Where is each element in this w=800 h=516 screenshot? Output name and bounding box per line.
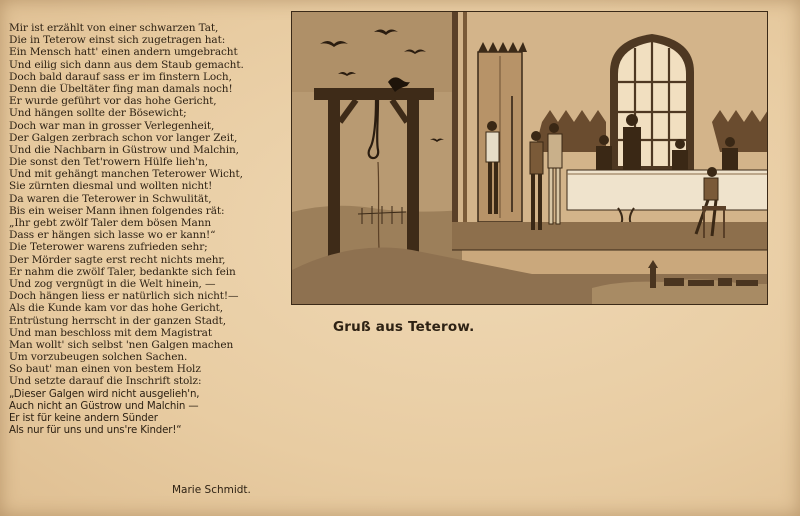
poem-line: „Ihr gebt zwölf Taler dem bösen Mann [9,217,212,229]
poem-line: Doch hängen liess er natürlich sich nicht!— [9,290,239,303]
poem-line: Der Mörder sagte erst recht nichts mehr, [9,253,226,266]
poem-line: Mir ist erzählt von einer schwarzen Tat, [9,22,219,34]
poem-line: Er nahm die zwölf Taler, bedankte sich fein [9,265,236,278]
poem-text [9,22,295,436]
poem-line: Und hängen sollte der Bösewicht; [9,107,187,120]
poem-line: „Dieser Galgen wird nicht ausgelieh'n, [9,387,200,400]
poem-line: Er wurde geführt vor das hohe Gericht, [9,95,217,108]
courtroom [452,12,768,250]
poem-line: Und man beschloss mit dem Magistrat [9,326,212,339]
poem-line: Und setzte darauf die Inschrift stolz: [9,375,202,388]
poem-line: Doch bald darauf sass er im finstern Loch, [9,70,232,83]
poem-line: So baut' man einen von bestem Holz [9,363,201,376]
caption-title: Gruß aus Teterow. [333,319,475,335]
illustration [291,11,768,305]
table [567,170,768,210]
poem-line: Dass er hängen sich lasse wo er kann!“ [9,229,216,242]
poem-line: Bis ein weiser Mann ihnen folgendes rät: [9,204,225,217]
poem-line: Da waren die Teterower in Schwulität, [9,192,212,205]
poem-line: Doch war man in grosser Verlegenheit, [9,119,215,132]
poem-line: Der Galgen zerbrach schon vor langer Zeit, [9,131,238,144]
poem-line: Denn die Übeltäter fing man damals noch! [9,82,233,95]
poem-line: Auch nicht an Güstrow und Malchin — [9,399,199,412]
poem-line: Als nur für uns und uns're Kinder!“ [9,424,182,437]
poem-line: Sie zürnten diesmal und wollten nicht! [9,180,213,193]
poem-line: Die in Teterow einst sich zugetragen hat: [9,34,226,47]
poem-line: Entrüstung herrscht in der ganzen Stadt, [9,314,226,327]
poem-signature: Marie Schmidt. [172,484,251,496]
illustration-drawing [292,12,768,305]
poem-line: Die Teterower warens zufrieden sehr; [9,241,208,254]
poem-line: Man wollt' sich selbst 'nen Galgen machen [9,338,234,351]
poem-line: Und zog vergnügt in die Welt hinein, — [9,277,216,290]
poem-line: Die sonst den Tet'rowern Hülfe lieh'n, [9,156,208,169]
poem-line: Und die Nachbarn in Güstrow und Malchin, [9,143,239,156]
poem-line: Er ist für keine andern Sünder [9,412,158,424]
poem-line: Um vorzubeugen solchen Sachen. [9,351,188,364]
poem-line: Und eilig sich dann aus dem Staub gemacht. [9,58,244,71]
poem-line: Als die Kunde kam vor das hohe Gericht, [9,302,224,315]
poem-line: Ein Mensch hatt' einen andern umgebracht [9,46,238,59]
poem-line: Und mit gehängt manchen Teterower Wicht, [9,168,243,181]
